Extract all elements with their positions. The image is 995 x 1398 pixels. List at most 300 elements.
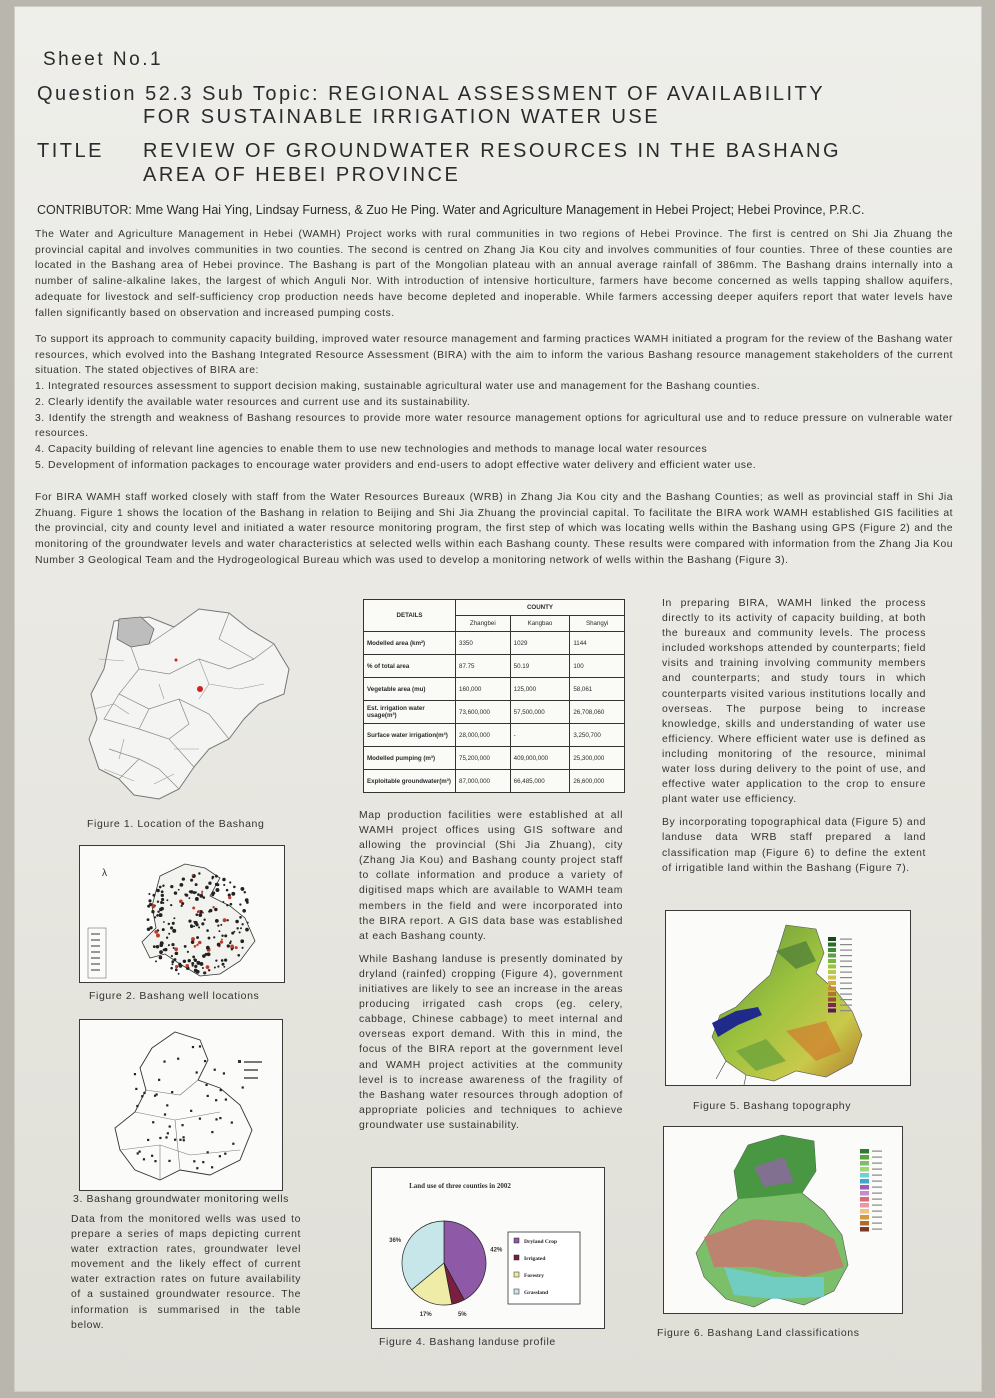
monitoring-well-marker bbox=[155, 1093, 157, 1095]
legend-text-line bbox=[840, 1010, 852, 1011]
well-dot bbox=[194, 965, 197, 968]
sheet-number: Sheet No.1 bbox=[43, 49, 164, 70]
well-dot bbox=[247, 922, 249, 924]
well-dot bbox=[221, 959, 224, 962]
well-dot bbox=[147, 927, 150, 930]
well-dot bbox=[156, 889, 160, 893]
cell: 160,000 bbox=[456, 678, 511, 701]
legend-swatch bbox=[828, 937, 836, 941]
cell: 25,300,000 bbox=[570, 747, 625, 770]
monitoring-well-marker bbox=[207, 1151, 209, 1153]
monitoring-well-marker bbox=[163, 1060, 165, 1062]
figure-6-caption: Figure 6. Bashang Land classifications bbox=[657, 1327, 860, 1339]
well-dot bbox=[215, 888, 219, 892]
well-dot bbox=[231, 948, 233, 950]
well-dot bbox=[182, 877, 185, 880]
legend-text-line bbox=[872, 1181, 882, 1182]
chart-title: Land use of three counties in 2002 bbox=[409, 1182, 511, 1190]
well-dot bbox=[207, 952, 211, 956]
legend-swatch bbox=[860, 1227, 869, 1232]
legend-label: Forestry bbox=[524, 1273, 545, 1279]
well-locations-graphic bbox=[80, 846, 285, 983]
well-dot bbox=[171, 943, 174, 946]
well-dot bbox=[203, 918, 205, 920]
well-dot bbox=[179, 883, 183, 887]
well-dot bbox=[156, 934, 160, 938]
table-row bbox=[364, 724, 625, 747]
well-dot bbox=[208, 882, 211, 885]
legend-swatch bbox=[860, 1185, 869, 1190]
monitoring-well-marker bbox=[215, 1099, 217, 1101]
monitoring-well-marker bbox=[134, 1073, 136, 1075]
county-name: Zhangbei bbox=[456, 616, 511, 632]
well-dot bbox=[195, 913, 198, 916]
figure-5-topography-map bbox=[665, 910, 911, 1086]
well-dot bbox=[230, 903, 233, 906]
legend-text-line bbox=[840, 966, 852, 967]
well-dot bbox=[187, 951, 189, 953]
well-dot bbox=[192, 955, 195, 958]
cell: 26,600,000 bbox=[570, 770, 625, 793]
cell: 3,250,700 bbox=[570, 724, 625, 747]
legend-text-line bbox=[840, 955, 852, 956]
monitoring-well-marker bbox=[181, 1124, 183, 1126]
well-dot bbox=[196, 961, 200, 965]
well-dot bbox=[159, 950, 163, 954]
legend-swatch bbox=[828, 959, 836, 963]
landuse-pie-chart bbox=[372, 1168, 605, 1329]
well-dot bbox=[224, 958, 227, 961]
well-dot bbox=[147, 918, 150, 921]
legend-text-line bbox=[840, 983, 852, 984]
well-dot bbox=[223, 918, 227, 922]
monitoring-well-marker bbox=[196, 1167, 198, 1169]
well-dot bbox=[208, 969, 210, 971]
well-dot bbox=[212, 891, 216, 895]
well-dot bbox=[161, 898, 164, 901]
cell: 125,000 bbox=[510, 678, 570, 701]
well-dot bbox=[160, 901, 163, 904]
row-label: Vegetable area (mu) bbox=[364, 678, 456, 701]
legend-text-line bbox=[840, 950, 852, 951]
well-dot bbox=[163, 921, 165, 923]
well-dot bbox=[217, 965, 219, 967]
legend-swatch bbox=[828, 1003, 836, 1007]
well-dot bbox=[159, 956, 163, 960]
legend-text-line bbox=[872, 1229, 882, 1230]
well-dot bbox=[171, 955, 173, 957]
row-label: Modelled pumping (m³) bbox=[364, 747, 456, 770]
well-dot bbox=[195, 883, 198, 886]
legend-label: Irrigated bbox=[524, 1256, 546, 1262]
well-dot bbox=[188, 897, 190, 899]
monitoring-well-marker bbox=[231, 1121, 233, 1123]
well-dot bbox=[190, 924, 192, 926]
legend-text-line bbox=[872, 1223, 882, 1224]
well-dot bbox=[161, 890, 164, 893]
legend-swatch bbox=[514, 1289, 519, 1294]
legend-swatch bbox=[860, 1191, 869, 1196]
legend-text-line bbox=[840, 994, 852, 995]
well-dot bbox=[156, 914, 159, 917]
well-dot bbox=[240, 887, 244, 891]
well-dot bbox=[172, 929, 176, 933]
well-dot bbox=[157, 910, 159, 912]
well-dot bbox=[196, 944, 198, 946]
well-dot bbox=[168, 923, 170, 925]
cell: 409,000,000 bbox=[510, 747, 570, 770]
legend-text-line bbox=[872, 1163, 882, 1164]
legend-swatch bbox=[828, 948, 836, 952]
well-dot bbox=[212, 906, 214, 908]
objective-item: 3. Identify the strength and weakness of Bashang resources to provide more water resource management options for agricultural use and to reduce pressure on vulnerable water resources. bbox=[35, 412, 953, 440]
monitoring-well-marker bbox=[196, 1071, 198, 1073]
well-dot bbox=[190, 879, 193, 882]
well-dot bbox=[226, 904, 228, 906]
hebei-map-graphic bbox=[79, 599, 299, 809]
land-class-legend bbox=[860, 1149, 882, 1232]
well-dot bbox=[239, 903, 241, 905]
well-dot bbox=[220, 940, 223, 943]
cell: 57,500,000 bbox=[510, 701, 570, 724]
well-dot bbox=[192, 874, 194, 876]
legend-swatch bbox=[860, 1209, 869, 1214]
monitoring-well-marker bbox=[214, 1069, 216, 1071]
left-column-text: Data from the monitored wells was used to prepare a series of maps depicting current water extraction rates, groundwater level movement and the likely effect of current water extraction rates on future availability of a sustained groundwater resource. The information is summarised in the table below. bbox=[71, 1214, 301, 1331]
cell: - bbox=[510, 724, 570, 747]
well-dot bbox=[240, 939, 244, 943]
well-dot bbox=[196, 936, 199, 939]
well-dot bbox=[153, 945, 156, 948]
well-dot bbox=[197, 910, 200, 913]
well-dot bbox=[228, 896, 231, 899]
well-dot bbox=[157, 900, 159, 902]
monitoring-well-marker bbox=[199, 1045, 201, 1047]
well-dot bbox=[174, 958, 177, 961]
monitoring-well-marker bbox=[224, 1153, 226, 1155]
legend-text-line bbox=[840, 939, 852, 940]
title-line-1: REVIEW OF GROUNDWATER RESOURCES IN THE BASHANG bbox=[143, 140, 842, 162]
legend-swatch bbox=[828, 943, 836, 947]
cell: 3350 bbox=[456, 632, 511, 655]
monitoring-well-marker bbox=[199, 1118, 201, 1120]
cell: 66,485,000 bbox=[510, 770, 570, 793]
monitoring-well-marker bbox=[211, 1166, 213, 1168]
gis-paragraph: Map production facilities were established at all WAMH project offices using GIS software and allowing the provincial (Shi Jia Zhuang), city (Zhang Jia Kou) and Bashang county project staff to collate information and produce a variety of digitised maps which are available to WAMH team members in the field and were incorporated into the BIRA report. A GIS data base was established at each Bashang county. bbox=[359, 810, 623, 942]
monitoring-well-marker bbox=[193, 1160, 195, 1162]
poster-sheet bbox=[14, 6, 982, 1392]
legend-text-line bbox=[872, 1193, 882, 1194]
well-dot bbox=[240, 927, 242, 929]
well-dot bbox=[195, 959, 197, 961]
legend-text-line bbox=[840, 988, 852, 989]
monitoring-well-marker bbox=[151, 1155, 153, 1157]
legend-text-line bbox=[840, 972, 852, 973]
intro-paragraph: The Water and Agriculture Management in Hebei (WAMH) Project works with rural communities in two regions of Hebei Province. The first is centred on Shi Jia Zhuang the provincial capital and involves communities in two counties. The second is centred on Zhang Jia Kou city and involves communities of four counties. Three of these counties are located in the Bashang area of Hebei province. The Bashang is part of the Mongolian plateau with an annual average rainfall of 386mm. The Bashang drains internally into a number of saline-alkaline lakes, the largest of which Anguli Nor. With introduction of intensive horticulture, farmers have become concerned as wells tapping shallow aquifers, adequate for livestock and self-sufficiency crop production needs have become depleted and inoperable. While farmers accessing deeper aquifers report that water levels have fallen significantly based on observation and increased pumping costs. bbox=[35, 229, 953, 319]
monitoring-well-marker bbox=[225, 1098, 227, 1100]
pie-value-label: 17% bbox=[419, 1311, 432, 1318]
pie-value-label: 5% bbox=[457, 1311, 467, 1318]
legend-text-line bbox=[872, 1199, 882, 1200]
contributor-line: CONTRIBUTOR: Mme Wang Hai Ying, Lindsay Furness, & Zuo He Ping. Water and Agriculture Management in Hebei Project; Hebei Province, P.R.C. bbox=[37, 203, 865, 217]
figure-4-landuse-chart bbox=[371, 1167, 605, 1329]
monitoring-well-marker bbox=[159, 1137, 161, 1139]
legend-text-line bbox=[872, 1157, 882, 1158]
well-dot bbox=[191, 937, 195, 941]
well-dot bbox=[186, 964, 189, 967]
well-dot bbox=[199, 894, 203, 898]
legend-text-line bbox=[872, 1205, 882, 1206]
monitoring-well-marker bbox=[190, 1110, 192, 1112]
well-dot bbox=[218, 930, 220, 932]
well-dot bbox=[175, 965, 178, 968]
objective-item: 2. Clearly identify the available water resources and current use and its sustainability. bbox=[35, 396, 471, 408]
county-header: COUNTY bbox=[456, 600, 625, 616]
table-row bbox=[364, 678, 625, 701]
well-dot bbox=[170, 926, 173, 929]
monitoring-wells-graphic bbox=[80, 1020, 283, 1191]
well-dot bbox=[206, 965, 210, 969]
well-dot bbox=[160, 941, 164, 945]
well-dot bbox=[164, 948, 167, 951]
legend-swatch bbox=[828, 970, 836, 974]
topography-paragraph: By incorporating topographical data (Figure 5) and landuse data WRB staff prepared a land classification map (Figure 6) to define the extent of irrigatible land within the Bashang (Figure 7). bbox=[662, 817, 926, 874]
well-dot bbox=[233, 886, 236, 889]
well-dot bbox=[170, 885, 173, 888]
legend-text-line bbox=[872, 1217, 882, 1218]
well-dot bbox=[171, 960, 174, 963]
legend-text-line bbox=[840, 1005, 852, 1006]
well-dot bbox=[185, 894, 188, 897]
well-dot bbox=[222, 963, 225, 966]
row-label: Exploitable groundwater(m³) bbox=[364, 770, 456, 793]
pie-value-label: 36% bbox=[389, 1238, 402, 1245]
well-dot bbox=[152, 904, 155, 907]
well-dot bbox=[211, 878, 213, 880]
well-dot bbox=[175, 952, 179, 956]
legend-swatch bbox=[860, 1161, 869, 1166]
well-dot bbox=[233, 931, 235, 933]
well-dot bbox=[196, 970, 200, 974]
well-dot bbox=[178, 973, 180, 975]
well-dot bbox=[188, 959, 191, 962]
well-dot bbox=[215, 960, 217, 962]
well-dot bbox=[152, 894, 155, 897]
monitoring-well-marker bbox=[205, 1084, 207, 1086]
topography-graphic bbox=[666, 911, 911, 1086]
monitoring-well-marker bbox=[207, 1095, 209, 1097]
figure-2-caption: Figure 2. Bashang well locations bbox=[89, 990, 260, 1002]
legend-swatch bbox=[828, 976, 836, 980]
monitoring-well-marker bbox=[152, 1121, 154, 1123]
row-label: Est. irrigation water usage(m³) bbox=[364, 701, 456, 724]
well-dot bbox=[190, 890, 194, 894]
question-line-1: Question 52.3 Sub Topic: REGIONAL ASSESSMENT OF AVAILABILITY bbox=[37, 83, 826, 105]
monitoring-well-marker bbox=[158, 1079, 160, 1081]
figure-6-land-class-map bbox=[663, 1126, 903, 1314]
well-dot bbox=[162, 928, 165, 931]
pie-value-label: 42% bbox=[490, 1247, 503, 1254]
well-dot bbox=[175, 968, 178, 971]
well-dot bbox=[214, 967, 216, 969]
well-dot bbox=[217, 943, 221, 947]
well-dot bbox=[215, 919, 219, 923]
well-dot bbox=[174, 947, 178, 951]
svg-text:λ: λ bbox=[102, 868, 107, 879]
well-dot bbox=[217, 924, 219, 926]
monitoring-well-marker bbox=[192, 1046, 194, 1048]
well-dot bbox=[160, 907, 164, 911]
well-dot bbox=[191, 941, 194, 944]
monitoring-well-marker bbox=[232, 1143, 234, 1145]
monitoring-well-marker bbox=[147, 1139, 149, 1141]
monitoring-well-marker bbox=[166, 1104, 168, 1106]
legend-text-line bbox=[840, 999, 852, 1000]
monitoring-well-marker bbox=[202, 1161, 204, 1163]
legend-swatch bbox=[860, 1167, 869, 1172]
well-dot bbox=[220, 924, 222, 926]
well-dot bbox=[245, 928, 249, 932]
legend-swatch bbox=[828, 965, 836, 969]
well-dot bbox=[151, 910, 154, 913]
figure-3-caption: 3. Bashang groundwater monitoring wells bbox=[73, 1193, 290, 1205]
well-dot bbox=[195, 923, 198, 926]
monitoring-well-marker bbox=[179, 1139, 181, 1141]
well-dot bbox=[198, 926, 200, 928]
monitoring-well-marker bbox=[141, 1095, 143, 1097]
figure-3-monitoring-map bbox=[79, 1019, 283, 1191]
well-dot bbox=[193, 925, 195, 927]
cell: 26,708,060 bbox=[570, 701, 625, 724]
table-header-row bbox=[364, 600, 625, 616]
monitoring-well-marker bbox=[215, 1118, 217, 1120]
well-dot bbox=[222, 901, 224, 903]
details-header: DETAILS bbox=[364, 600, 456, 632]
well-dot bbox=[227, 919, 229, 921]
legend-swatch bbox=[860, 1221, 869, 1226]
row-label: % of total area bbox=[364, 655, 456, 678]
well-dot bbox=[162, 885, 164, 887]
monitoring-well-marker bbox=[220, 1089, 222, 1091]
land-class-graphic bbox=[664, 1127, 903, 1314]
legend-text-line bbox=[840, 977, 852, 978]
figure-2-well-map bbox=[79, 845, 285, 983]
support-intro: To support its approach to community capacity building, improved water resource management and farming practices WAMH initiated a program for the review of the Bashang water resources, which evolved into the Bashang Integrated Resource Assessment (BIRA) with the aim to inform the various Bashang resource management stakeholders of the current situation. The stated objectives of BIRA are: bbox=[35, 334, 953, 377]
monitoring-well-marker bbox=[165, 1136, 167, 1138]
monitoring-well-marker bbox=[168, 1160, 170, 1162]
legend-swatch bbox=[828, 992, 836, 996]
well-dot bbox=[178, 964, 182, 968]
well-dot bbox=[148, 899, 151, 902]
monitoring-well-marker bbox=[139, 1151, 141, 1153]
well-dot bbox=[223, 884, 225, 886]
well-dot bbox=[181, 905, 183, 907]
cell: 100 bbox=[570, 655, 625, 678]
well-dot bbox=[235, 946, 238, 949]
well-dot bbox=[227, 944, 230, 947]
legend-text-line bbox=[872, 1151, 882, 1152]
monitoring-well-marker bbox=[204, 1060, 206, 1062]
well-dot bbox=[202, 967, 204, 969]
well-dot bbox=[215, 883, 218, 886]
well-dot bbox=[239, 916, 242, 919]
well-dot bbox=[168, 944, 170, 946]
legend-text-line bbox=[872, 1211, 882, 1212]
cell: 58,061 bbox=[570, 678, 625, 701]
cell: 87,000,000 bbox=[456, 770, 511, 793]
well-dot bbox=[201, 922, 204, 925]
legend-swatch bbox=[860, 1197, 869, 1202]
well-dot bbox=[166, 937, 168, 939]
figure-1-caption: Figure 1. Location of the Bashang bbox=[87, 818, 265, 830]
well-dot bbox=[198, 913, 202, 917]
cell: 75,200,000 bbox=[456, 747, 511, 770]
well-dot bbox=[213, 936, 215, 938]
well-dot bbox=[168, 933, 170, 935]
well-dot bbox=[206, 929, 209, 932]
legend-swatch bbox=[860, 1149, 869, 1154]
well-dot bbox=[198, 872, 200, 874]
well-dot bbox=[245, 898, 249, 902]
well-dot bbox=[161, 894, 164, 897]
capacity-paragraph: In preparing BIRA, WAMH linked the process directly to its activity of capacity building, at both the bureaux and community levels. The process included workshops attended by counterparts; field visits and training involving community members and counterparts; and study tours in which counterparts visited various institutions locally and overseas. The purpose being to increase knowledge, skills and understanding of water use efficiency. Where efficient water use is defined as including monitoring of the resource, minimal water loss during delivery to the point of use, and effective water application to the crop to ensure plant water use efficiency. bbox=[662, 598, 926, 806]
monitoring-well-marker bbox=[143, 1092, 145, 1094]
figure-4-caption: Figure 4. Bashang landuse profile bbox=[379, 1336, 556, 1348]
legend-text-line bbox=[872, 1175, 882, 1176]
well-dot bbox=[209, 909, 212, 912]
legend-swatch bbox=[514, 1272, 519, 1277]
legend-swatch bbox=[860, 1179, 869, 1184]
well-dot bbox=[230, 940, 232, 942]
title-line-2: AREA OF HEBEI PROVINCE bbox=[143, 164, 461, 186]
county-name: Kangbao bbox=[510, 616, 570, 632]
legend-text-line bbox=[872, 1187, 882, 1188]
monitoring-well-marker bbox=[154, 1160, 156, 1162]
cell: 1144 bbox=[570, 632, 625, 655]
row-label: Modelled area (km²) bbox=[364, 632, 456, 655]
monitoring-well-marker bbox=[169, 1125, 171, 1127]
table-row bbox=[364, 655, 625, 678]
well-dot bbox=[222, 878, 226, 882]
well-dot bbox=[156, 945, 159, 948]
well-dot bbox=[159, 886, 162, 889]
monitoring-well-marker bbox=[174, 1139, 176, 1141]
monitoring-well-marker bbox=[135, 1088, 137, 1090]
well-dot bbox=[171, 963, 173, 965]
legend-swatch bbox=[514, 1255, 519, 1260]
legend-swatch bbox=[828, 954, 836, 958]
well-dot bbox=[221, 938, 223, 940]
cell: 87.75 bbox=[456, 655, 511, 678]
county-name: Shangyi bbox=[570, 616, 625, 632]
monitoring-well-marker bbox=[171, 1091, 173, 1093]
cell: 1029 bbox=[510, 632, 570, 655]
legend-swatch bbox=[828, 998, 836, 1002]
legend-text-line bbox=[840, 961, 852, 962]
monitoring-well-marker bbox=[182, 1136, 184, 1138]
figure-5-caption: Figure 5. Bashang topography bbox=[693, 1100, 852, 1112]
well-dot bbox=[239, 931, 241, 933]
objective-item: 5. Development of information packages to encourage water providers and end-users to adopt effective water delivery and efficient water use. bbox=[35, 459, 757, 471]
well-dot bbox=[154, 930, 158, 934]
legend-swatch bbox=[828, 987, 836, 991]
well-dot bbox=[197, 893, 200, 896]
well-dot bbox=[188, 920, 191, 923]
well-dot bbox=[194, 945, 197, 948]
bira-paragraph: For BIRA WAMH staff worked closely with staff from the Water Resources Bureaux (WRB) in Zhang Jia Kou city and the Bashang Counties; as well as provincial staff in Shi Jia Zhuang. Figure 1 shows the location of the Bashang in relation to Beijing and Shi Jia Zhuang the provincial capital. To facilitate the BIRA work WAMH established GIS facilities at the provincial, city and county level and initiated a water resource monitoring program, the first step of which was locating wells within the Bashang using GPS (Figure 2) and the monitoring of the groundwater levels and water characteristics at selected wells within each Bashang county. These results were compared with information from the Zhang Jia Kou Number 3 Geological Team and the Hydrogeological Bureau which was used to develop a monitoring network of wells within the Bashang (Figure 3). bbox=[35, 492, 953, 566]
well-dot bbox=[198, 941, 202, 945]
well-dot bbox=[154, 916, 156, 918]
